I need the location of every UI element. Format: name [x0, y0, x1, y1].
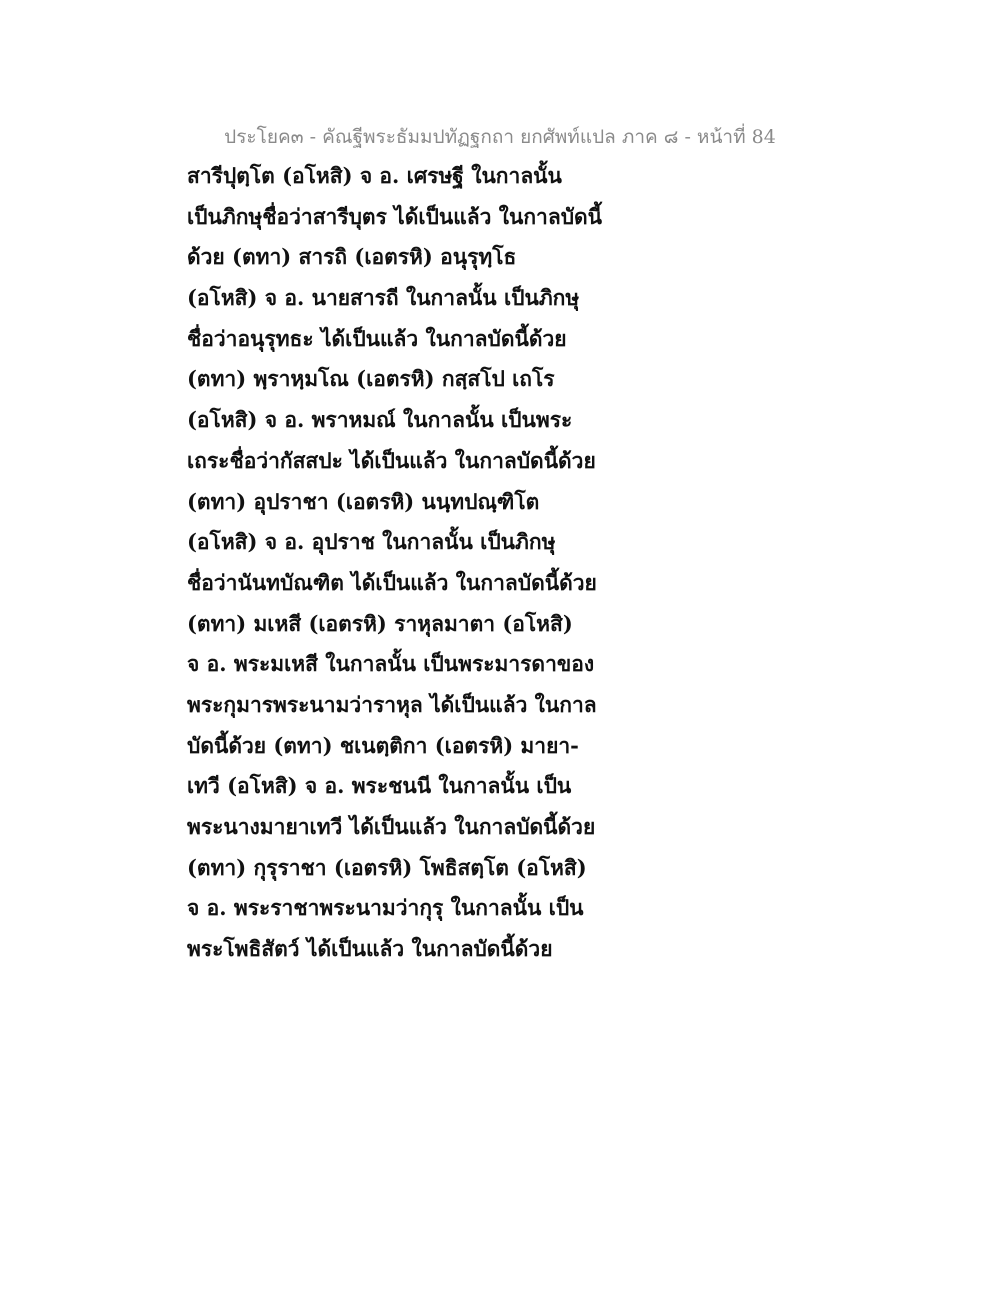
text-line: บัดนี้ด้วย (ตทา) ชเนตฺติกา (เอตรหิ) มายา-: [187, 732, 579, 758]
text-line: (ตทา) กุรุราชา (เอตรหิ) โพธิสตฺโต (อโหสิ): [187, 854, 587, 880]
text-line: พระกุมารพระนามว่าราหุล ได้เป็นแล้ว ในกาล: [187, 691, 597, 717]
text-line: เถระชื่อว่ากัสสปะ ได้เป็นแล้ว ในกาลบัดนี้ด้วย: [187, 447, 596, 473]
text-line: เป็นภิกษุชื่อว่าสารีบุตร ได้เป็นแล้ว ในกาลบัดนี้: [187, 203, 603, 229]
text-line: (อโหสิ) จ อ. นายสารถี ในกาลนั้น เป็นภิกษุ: [187, 285, 580, 311]
text-line: ชื่อว่าอนุรุทธะ ได้เป็นแล้ว ในกาลบัดนี้ด้วย: [187, 325, 567, 351]
text-line: สารีปุตฺโต (อโหสิ) จ อ. เศรษฐี ในกาลนั้น: [187, 163, 562, 188]
text-line: ด้วย (ตทา) สารถิ (เอตรหิ) อนุรุทฺโธ: [187, 244, 517, 270]
text-line: (อโหสิ) จ อ. พราหมณ์ ในกาลนั้น เป็นพระ: [187, 407, 573, 433]
text-line: (อโหสิ) จ อ. อุปราช ในกาลนั้น เป็นภิกษุ: [187, 529, 556, 555]
body-text: [187, 156, 607, 970]
text-line: จ อ. พระราชาพระนามว่ากุรุ ในกาลนั้น เป็น: [187, 895, 584, 921]
text-line: ชื่อว่านันทบัณฑิต ได้เป็นแล้ว ในกาลบัดนี้ด้วย: [187, 569, 597, 595]
text-line: เทวี (อโหสิ) จ อ. พระชนนี ในกาลนั้น เป็น: [187, 773, 572, 799]
text-line: (ตทา) มเหสี (เอตรหิ) ราหุลมาตา (อโหสิ): [187, 610, 573, 636]
text-line: พระโพธิสัตว์ ได้เป็นแล้ว ในกาลบัดนี้ด้วย: [187, 936, 553, 962]
running-header: ประโยค๓ - คัณฐีพระธัมมปทัฏฐกถา ยกศัพท์แปล ภาค ๘ - หน้าที่ 84: [224, 126, 776, 148]
text-line: พระนางมายาเทวี ได้เป็นแล้ว ในกาลบัดนี้ด้วย: [187, 814, 596, 839]
text-line: (ตทา) อุปราชา (เอตรหิ) นนฺทปณฺฑิโต: [187, 488, 540, 514]
text-line: (ตทา) พฺราหฺมโณ (เอตรหิ) กสฺสโป เถโร: [187, 366, 555, 392]
text-line: จ อ. พระมเหสี ในกาลนั้น เป็นพระมารดาของ: [187, 651, 595, 677]
